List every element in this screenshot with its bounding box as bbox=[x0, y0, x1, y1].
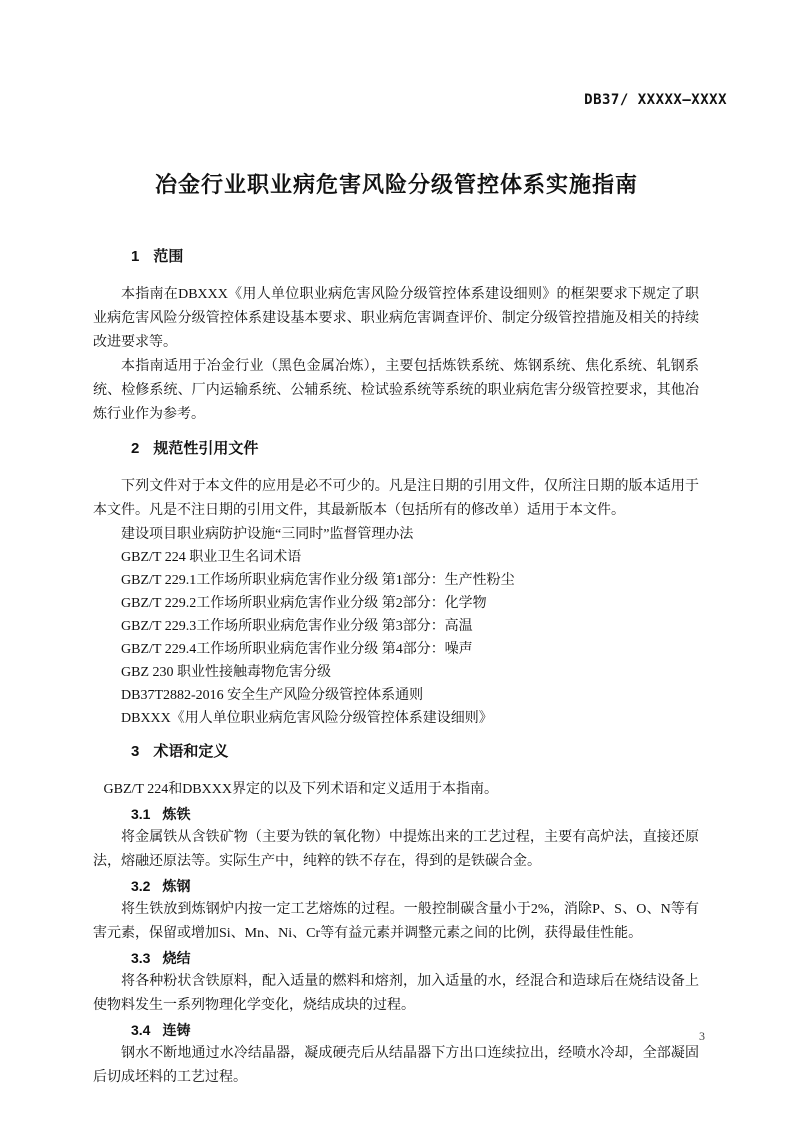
paragraph: 本指南适用于冶金行业（黑色金属冶炼），主要包括炼铁系统、炼钢系统、焦化系统、轧钢系统、检修系统、厂内运输系统、公辅系统、检试验系统等系统的职业病危害分级管控要求，其他冶炼行业作为参考。 bbox=[93, 359, 699, 422]
doc-number: DB37/ XXXXX—XXXX bbox=[584, 92, 727, 108]
term-number: 3.2 bbox=[131, 878, 151, 894]
term-number: 3.4 bbox=[131, 1022, 151, 1038]
term-definition: 钢水不断地通过水冷结晶器，凝成硬壳后从结晶器下方出口连续拉出，经喷水冷却，全部凝固后切成坯料的工艺过程。 bbox=[93, 1046, 699, 1085]
term-title: 烧结 bbox=[162, 950, 191, 966]
reference-item: DBXXX《用人单位职业病危害风险分级管控体系建设细则》 bbox=[121, 711, 493, 726]
section-title: 规范性引用文件 bbox=[153, 440, 259, 457]
section-title: 术语和定义 bbox=[153, 743, 229, 760]
page-number: 3 bbox=[699, 1029, 705, 1043]
term-heading-shaojie bbox=[93, 946, 699, 970]
term-title: 炼钢 bbox=[162, 878, 191, 894]
reference-item: 建设项目职业病防护设施“三同时”监督管理办法 bbox=[121, 527, 414, 542]
reference-item: GBZ/T 224 职业卫生名词术语 bbox=[121, 550, 302, 565]
term-definition: 将生铁放到炼钢炉内按一定工艺熔炼的过程。一般控制碳含量小于2%，消除P、S、O、N等有害元素，保留或增加Si、Mn、Ni、Cr等有益元素并调整元素之间的比例，获得最佳性能。 bbox=[93, 902, 699, 941]
term-title: 炼铁 bbox=[162, 806, 191, 822]
term-heading-liangang bbox=[93, 874, 699, 898]
document-body bbox=[93, 245, 699, 1090]
paragraph: 本指南在DBXXX《用人单位职业病危害风险分级管控体系建设细则》的框架要求下规定了职业病危害风险分级管控体系建设基本要求、职业病危害调查评价、制定分级管控措施及相关的持续改进要求等。 bbox=[93, 287, 699, 350]
reference-item: GBZ/T 229.2工作场所职业病危害作业分级 第2部分：化学物 bbox=[121, 596, 487, 611]
section-heading-terms-definitions bbox=[93, 740, 699, 764]
term-definition: 将各种粉状含铁原料，配入适量的燃料和熔剂，加入适量的水，经混合和造球后在烧结设备上使物料发生一系列物理化学变化，烧结成块的过程。 bbox=[93, 974, 699, 1013]
term-heading-lientie bbox=[93, 802, 699, 826]
reference-item: GBZ/T 229.1工作场所职业病危害作业分级 第1部分：生产性粉尘 bbox=[121, 573, 515, 588]
reference-item: DB37T2882-2016 安全生产风险分级管控体系通则 bbox=[121, 688, 424, 703]
term-number: 3.1 bbox=[131, 806, 151, 822]
paragraph: 下列文件对于本文件的应用是必不可少的。凡是注日期的引用文件，仅所注日期的版本适用于本文件。凡是不注日期的引用文件，其最新版本（包括所有的修改单）适用于本文件。 bbox=[93, 479, 699, 518]
section-heading-scope bbox=[93, 245, 699, 269]
section-title: 范围 bbox=[153, 248, 184, 265]
term-definition: 将金属铁从含铁矿物（主要为铁的氧化物）中提炼出来的工艺过程，主要有高炉法，直接还原法，熔融还原法等。实际生产中，纯粹的铁不存在，得到的是铁碳合金。 bbox=[93, 830, 699, 869]
section-heading-normative-references bbox=[93, 437, 699, 461]
section-number: 3 bbox=[131, 743, 140, 760]
reference-item: GBZ/T 229.4工作场所职业病危害作业分级 第4部分：噪声 bbox=[121, 642, 473, 657]
reference-list bbox=[93, 523, 699, 730]
terms-intro: GBZ/T 224和DBXXX界定的以及下列术语和定义适用于本指南。 bbox=[103, 782, 498, 797]
term-heading-lianzhu bbox=[93, 1018, 699, 1042]
term-number: 3.3 bbox=[131, 950, 151, 966]
page-title: 冶金行业职业病危害风险分级管控体系实施指南 bbox=[154, 172, 638, 197]
section-number: 1 bbox=[131, 248, 140, 265]
reference-item: GBZ/T 229.3工作场所职业病危害作业分级 第3部分：高温 bbox=[121, 619, 473, 634]
reference-item: GBZ 230 职业性接触毒物危害分级 bbox=[121, 665, 331, 680]
section-number: 2 bbox=[131, 440, 140, 457]
term-title: 连铸 bbox=[162, 1022, 191, 1038]
